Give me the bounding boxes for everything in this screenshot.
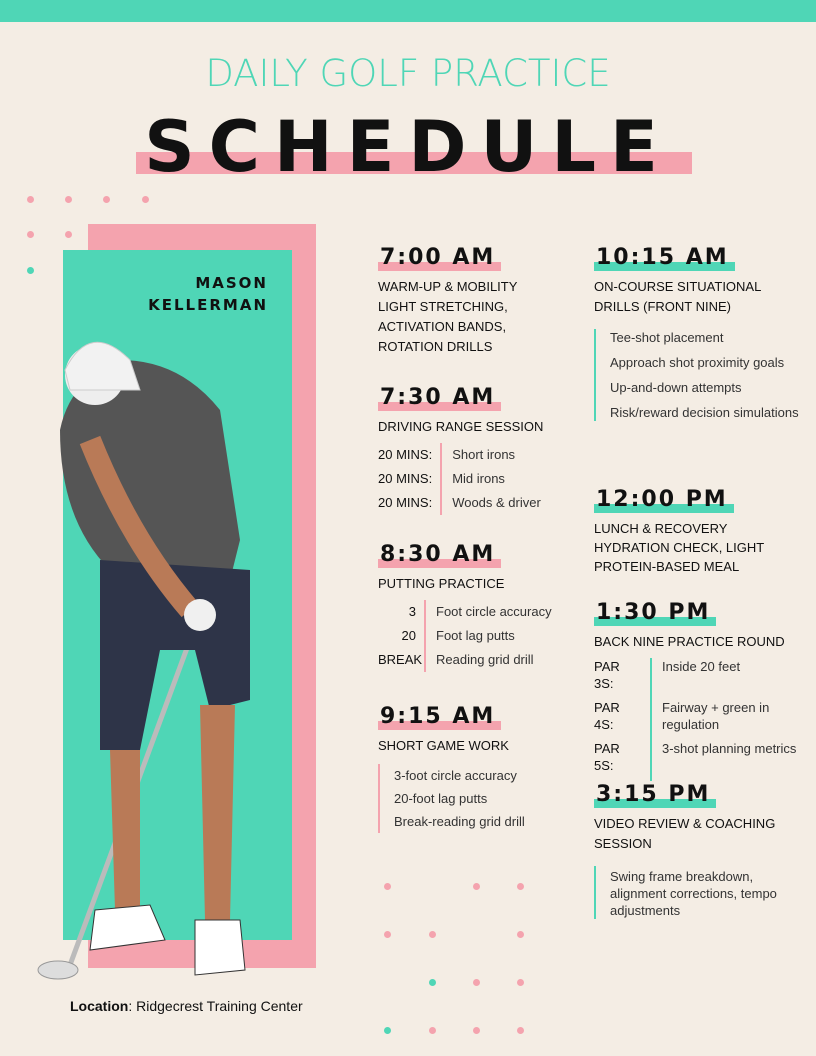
- block-title: ON-COURSE SITUATIONAL DRILLS (FRONT NINE): [594, 279, 761, 314]
- time-label: 12:00 PM: [596, 487, 728, 512]
- schedule-block-915am: [378, 704, 588, 833]
- time-label: 1:30 PM: [596, 600, 711, 625]
- block-title: SHORT GAME WORK: [378, 738, 509, 753]
- block-description: LUNCH & RECOVERY HYDRATION CHECK, LIGHT PROTEIN-BASED MEAL: [594, 521, 765, 574]
- schedule-block-830am: [378, 542, 588, 672]
- player-name: MASON KELLERMAN: [148, 274, 268, 314]
- schedule-block-730am: [378, 385, 588, 515]
- drill-list: Tee-shot placement Approach shot proximity goals Up-and-down attempts Risk/reward decision simulations: [594, 329, 804, 421]
- time-label: 10:15 AM: [596, 245, 729, 270]
- golfer-photo: [30, 320, 270, 990]
- drill-list: Swing frame breakdown, alignment corrections, tempo adjustments: [594, 866, 804, 919]
- location: Location: Ridgecrest Training Center: [70, 998, 303, 1014]
- schedule-block-700am: [378, 245, 588, 357]
- block-title: VIDEO REVIEW & COACHING SESSION: [594, 816, 776, 851]
- drill-rows: PAR 3S: Inside 20 feet PAR 4S: Fairway + green in regulation PAR 5S: 3-shot planning metrics: [594, 658, 804, 781]
- drill-rows: 3 Foot circle accuracy 20 Foot lag putts BREAK Reading grid drill: [378, 600, 588, 672]
- block-title: BACK NINE PRACTICE ROUND: [594, 634, 785, 649]
- time-label: 7:00 AM: [380, 245, 496, 270]
- block-description: WARM-UP & MOBILITY LIGHT STRETCHING, ACTIVATION BANDS, ROTATION DRILLS: [378, 279, 518, 354]
- block-title: PUTTING PRACTICE: [378, 576, 505, 591]
- schedule-block-1200pm: [594, 487, 804, 576]
- schedule-block-130pm: [594, 600, 804, 781]
- time-label: 7:30 AM: [380, 385, 496, 410]
- top-accent-bar: [0, 0, 816, 22]
- block-title: DRIVING RANGE SESSION: [378, 419, 544, 434]
- page-title: SCHEDULE: [144, 106, 672, 188]
- time-label: 3:15 PM: [596, 782, 711, 807]
- drill-list: 3-foot circle accuracy 20-foot lag putts Break-reading grid drill: [378, 764, 588, 833]
- time-label: 9:15 AM: [380, 704, 496, 729]
- schedule-block-315pm: [594, 782, 804, 927]
- page-subtitle: DAILY GOLF PRACTICE: [205, 52, 611, 95]
- drill-rows: 20 MINS: Short irons 20 MINS: Mid irons 20 MINS: Woods & driver: [378, 443, 588, 515]
- time-label: 8:30 AM: [380, 542, 496, 567]
- schedule-block-1015am: [594, 245, 804, 429]
